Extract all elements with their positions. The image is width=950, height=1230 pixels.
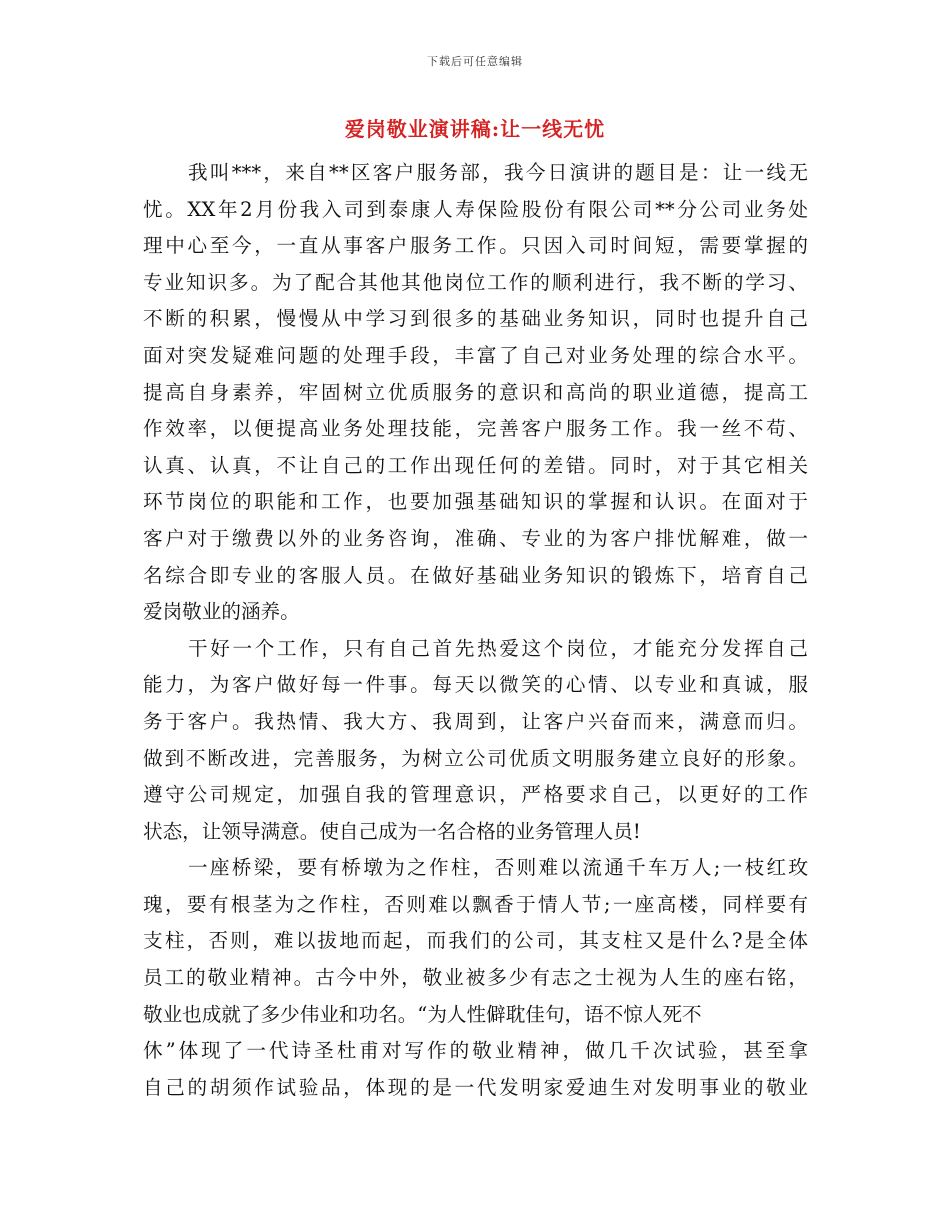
text-line: 不断的积累，慢慢从中学习到很多的基础业务知识，同时也提升自己 — [143, 307, 808, 331]
text-line: 状态，让领导满意。使自己成为一名合格的业务管理人员! — [143, 819, 641, 843]
document-title: 爱岗敬业演讲稿:让一线无忧 — [344, 117, 606, 141]
document-body — [143, 155, 808, 1106]
text-line: 支柱，否则，难以拔地而起，而我们的公司，其支柱又是什么?是全体 — [143, 929, 808, 953]
text-line: 名综合即专业的客服人员。在做好基础业务知识的锻炼下，培育自己 — [143, 563, 808, 587]
text-line: 理中心至今，一直从事客户服务工作。只因入司时间短，需要掌握的 — [143, 234, 808, 258]
text-line: 作效率，以便提高业务处理技能，完善客户服务工作。我一丝不苟、 — [143, 417, 808, 441]
text-line: 认真、认真，不让自己的工作出现任何的差错。同时，对于其它相关 — [143, 453, 808, 477]
text-line: 忧。XX年2月份我入司到泰康人寿保险股份有限公司**分公司业务处 — [143, 197, 808, 221]
text-line: 专业知识多。为了配合其他其他岗位工作的顺利进行，我不断的学习、 — [143, 270, 808, 294]
text-line: 提高自身素养，牢固树立优质服务的意识和高尚的职业道德，提高工 — [143, 380, 808, 404]
text-line: 一座桥梁，要有桥墩为之作柱，否则难以流通千车万人;一枝红玫 — [188, 856, 808, 880]
text-line: 客户对于缴费以外的业务咨询，准确、专业的为客户排忧解难，做一 — [143, 526, 808, 550]
text-line: 员工的敬业精神。古今中外，敬业被多少有志之士视为人生的座右铭， — [143, 966, 808, 990]
text-line: 做到不断改进，完善服务，为树立公司优质文明服务建立良好的形象。 — [143, 746, 808, 770]
text-line: 休”体现了一代诗圣杜甫对写作的敬业精神，做几千次试验，甚至拿 — [143, 1039, 808, 1063]
text-line: 我叫***，来自**区客户服务部，我今日演讲的题目是：让一线无 — [188, 161, 808, 184]
text-line: 面对突发疑难问题的处理手段，丰富了自己对业务处理的综合水平。 — [143, 343, 808, 367]
header-note: 下载后可任意编辑 — [427, 55, 523, 68]
text-line: 爱岗敬业的涵养。 — [143, 600, 300, 624]
text-line: 遵守公司规定，加强自我的管理意识，严格要求自己，以更好的工作 — [143, 783, 808, 807]
text-line: 务于客户。我热情、我大方、我周到，让客户兴奋而来，满意而归。 — [143, 709, 808, 733]
text-line: 环节岗位的职能和工作，也要加强基础知识的掌握和认识。在面对于 — [143, 490, 808, 514]
text-line: 瑰，要有根茎为之作柱，否则难以飘香于情人节;一座高楼，同样要有 — [143, 892, 808, 916]
text-line: 敬业也成就了多少伟业和功名。“为人性僻耽佳句，语不惊人死不 — [143, 1002, 702, 1026]
text-line: 干好一个工作，只有自己首先热爱这个岗位，才能充分发挥自己 — [188, 636, 808, 660]
text-line: 能力，为客户做好每一件事。每天以微笑的心情、以专业和真诚，服 — [143, 673, 808, 697]
text-line: 自己的胡须作试验品，体现的是一代发明家爱迪生对发明事业的敬业 — [143, 1075, 808, 1099]
